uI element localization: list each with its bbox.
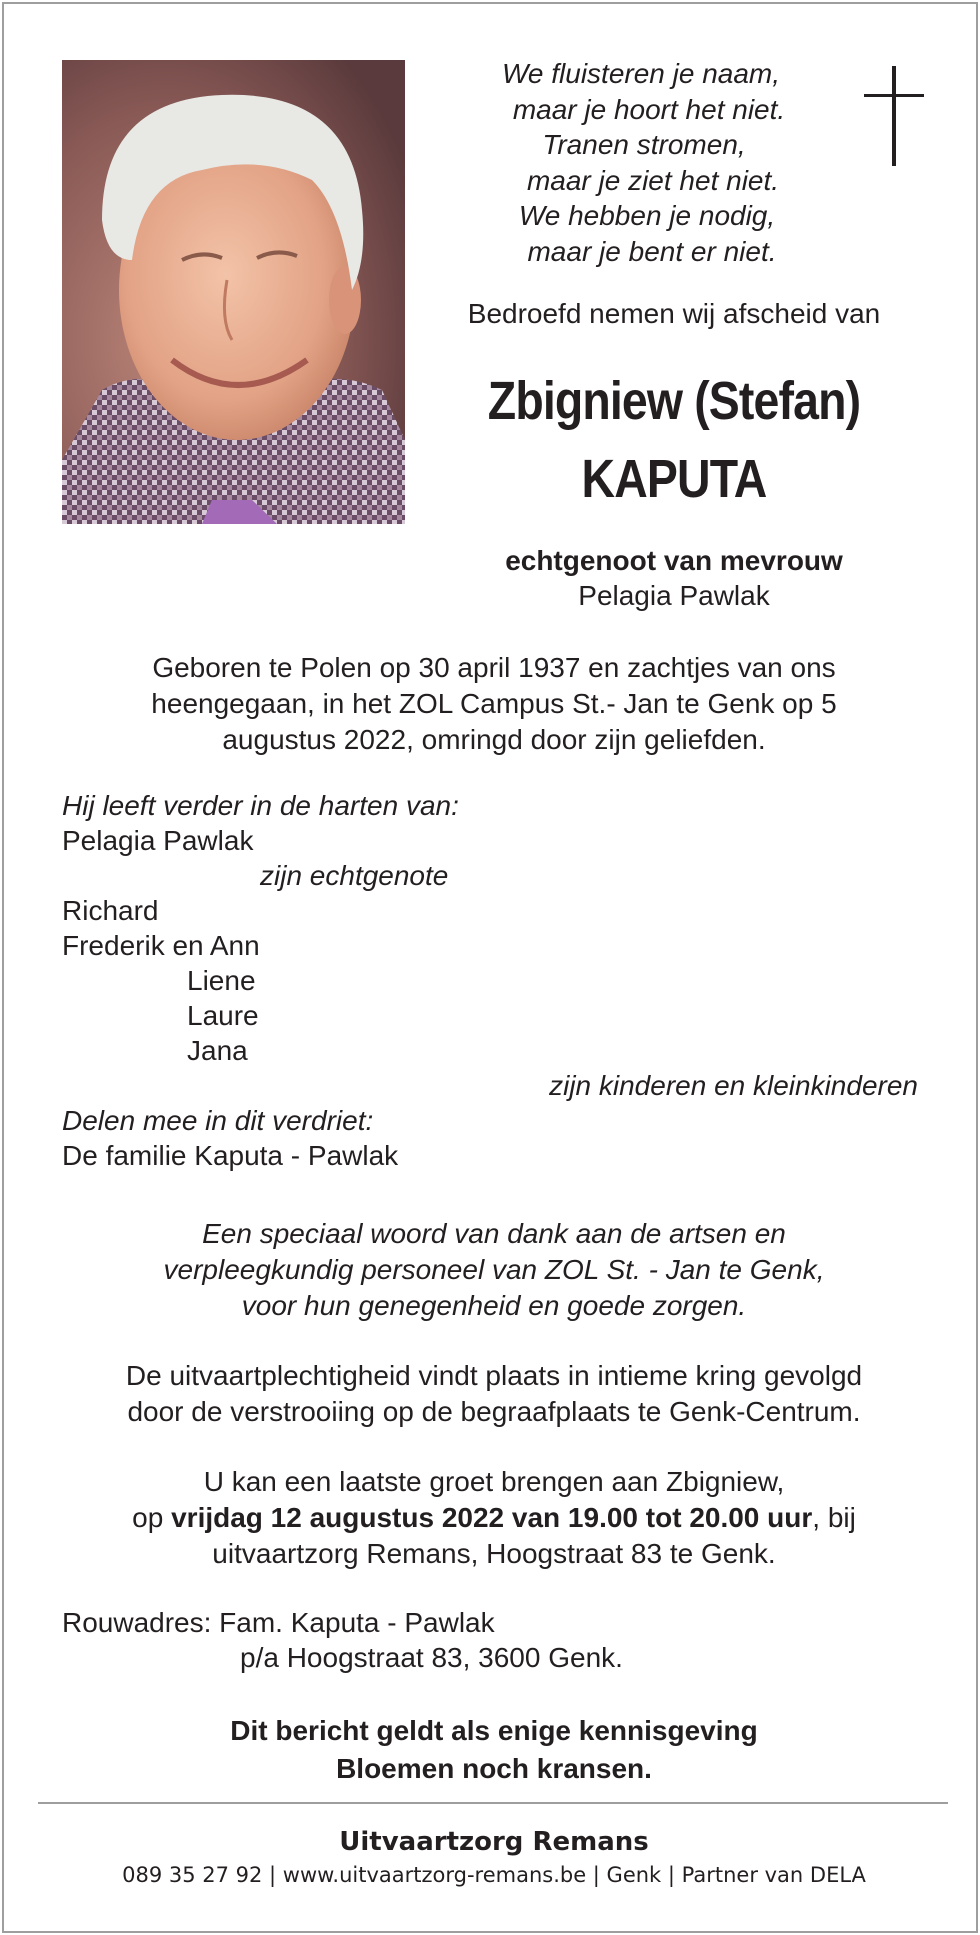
spouse-name: Pelagia Pawlak — [578, 580, 770, 611]
birth-death-line: augustus 2022, omringd door zijn geliefden. — [222, 724, 766, 755]
visit-date-time: vrijdag 12 augustus 2022 van 19.00 tot 20.00 uur — [171, 1502, 813, 1533]
birth-death-line: Geboren te Polen op 30 april 1937 en zachtjes van ons — [152, 652, 836, 683]
thanks-text — [64, 1216, 924, 1324]
child-name: Richard — [62, 895, 159, 926]
ceremony-line: door de verstrooiing op de begraafplaats te Genk-Centrum. — [127, 1396, 861, 1427]
poem-line: maar je hoort het niet. — [512, 93, 786, 125]
visit-line — [64, 1500, 924, 1536]
visit-prefix: op — [132, 1502, 172, 1533]
visit-suffix: , bij — [812, 1502, 856, 1533]
poem-line: We fluisteren je naam, — [501, 58, 781, 89]
sharing-family: De familie Kaputa - Pawlak — [62, 1140, 399, 1171]
birth-death-line: heengegaan, in het ZOL Campus St.- Jan te Genk op 5 — [151, 688, 837, 719]
family-heading: Hij leeft verder in de harten van: — [62, 790, 459, 821]
poem-line: maar je bent er niet. — [527, 235, 777, 267]
poem-line: Tranen stromen, — [542, 129, 746, 160]
obituary-card — [2, 2, 978, 1933]
poem-line: maar je ziet het niet. — [526, 164, 780, 196]
family-spouse-name: Pelagia Pawlak — [62, 825, 254, 856]
address-line: Rouwadres: Fam. Kaputa - Pawlak — [62, 1607, 495, 1638]
funeral-home-name: Uitvaartzorg Remans — [339, 1827, 649, 1857]
visit-text — [64, 1464, 924, 1572]
grandchild-name: Laure — [187, 1000, 259, 1031]
child-name: Frederik en Ann — [62, 930, 260, 961]
visit-line: U kan een laatste groet brengen aan Zbigniew, — [203, 1466, 785, 1497]
closing-text — [64, 1712, 924, 1788]
family-spouse-role: zijn echtgenote — [260, 860, 449, 891]
deceased-surname: KAPUTA — [581, 449, 767, 509]
spouse-label: echtgenoot van mevrouw — [505, 545, 843, 576]
grandchild-name: Jana — [187, 1035, 248, 1066]
intro-text: Bedroefd nemen wij afscheid van — [467, 298, 881, 329]
closing-line: Bloemen noch kransen. — [336, 1753, 652, 1784]
grandchild-name: Liene — [187, 965, 256, 996]
thanks-line: voor hun genegenheid en goede zorgen. — [241, 1290, 747, 1321]
divider — [38, 1802, 948, 1804]
deceased-name — [450, 362, 897, 518]
poem-line: We hebben je nodig, — [518, 200, 776, 231]
portrait-photo — [62, 60, 405, 524]
sharing-heading: Delen mee in dit verdriet: — [62, 1105, 374, 1136]
ceremony-text — [64, 1358, 924, 1430]
poem — [434, 56, 854, 269]
children-role: zijn kinderen en kleinkinderen — [549, 1070, 918, 1101]
address-line: p/a Hoogstraat 83, 3600 Genk. — [240, 1642, 623, 1673]
ceremony-line: De uitvaartplechtigheid vindt plaats in intieme kring gevolgd — [125, 1360, 863, 1391]
thanks-line: Een speciaal woord van dank aan de artsen en — [202, 1218, 786, 1249]
deceased-first-names: Zbigniew (Stefan) — [487, 371, 861, 431]
birth-death-text — [64, 650, 924, 758]
closing-line: Dit bericht geldt als enige kennisgeving — [230, 1715, 758, 1746]
cross-icon — [864, 66, 924, 166]
visit-line: uitvaartzorg Remans, Hoogstraat 83 te Genk. — [212, 1538, 776, 1569]
thanks-line: verpleegkundig personeel van ZOL St. - Jan te Genk, — [163, 1254, 825, 1285]
funeral-home-contact: 089 35 27 92 | www.uitvaartzorg-remans.be | Genk | Partner van DELA — [122, 1863, 866, 1887]
